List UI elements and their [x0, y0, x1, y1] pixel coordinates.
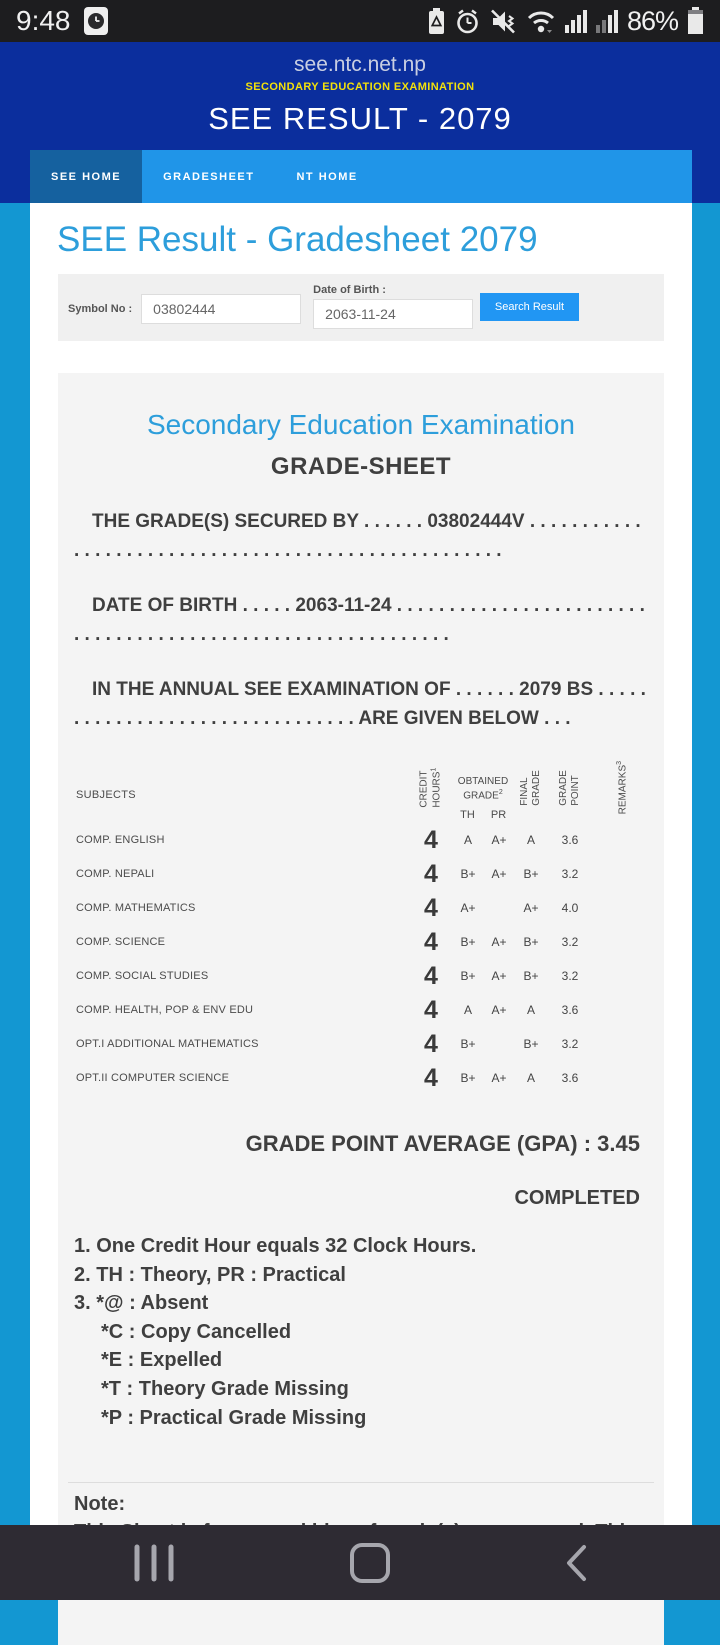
- tab-nt-home[interactable]: NT HOME: [296, 170, 358, 183]
- header-credit-hours: CREDIT HOURS$^1$: [418, 767, 443, 809]
- header-obtained-grade: OBTAINED GRADE$^2$ TH PR: [452, 753, 514, 823]
- footnote: 2. TH : Theory, PR : Practical: [74, 1263, 346, 1286]
- header-subjects: SUBJECTS: [76, 789, 136, 801]
- back-button[interactable]: [562, 1541, 590, 1585]
- mute-vibrate-icon: [490, 8, 517, 35]
- table-row: OPT.I ADDITIONAL MATHEMATICS 4 B+ B+ 3.2: [76, 1029, 579, 1058]
- tab-row: [0, 150, 720, 203]
- footnote: *T : Theory Grade Missing: [101, 1377, 349, 1400]
- header-remarks: REMARKS$^3$: [616, 761, 629, 815]
- home-button[interactable]: [348, 1541, 392, 1585]
- footnote: *P : Practical Grade Missing: [101, 1406, 367, 1429]
- footnote: *C : Copy Cancelled: [101, 1320, 292, 1343]
- divider: [68, 1482, 654, 1483]
- exam-year-line: IN THE ANNUAL SEE EXAMINATION OF . . . . . . 2079 BS . . . . . . . . . . . . . . . . . . . . . . . . . . . . . . . . ARE GIVEN BELOW . . .: [74, 679, 646, 729]
- footnote: 3. *@ : Absent: [74, 1292, 209, 1315]
- clock-time: 9:48: [16, 5, 71, 36]
- table-row: COMP. SOCIAL STUDIES 4 B+ A+ B+ 3.2: [76, 961, 579, 990]
- app-header: [0, 42, 720, 150]
- gradesheet-card: [58, 373, 664, 1645]
- status-bar: [0, 0, 720, 42]
- date-of-birth-line: DATE OF BIRTH . . . . . 2063-11-24 . . . . . . . . . . . . . . . . . . . . . . . . . . . . . . . . . . . . . . . . . . . . . . . . . . . . . . . . . . . .: [74, 595, 645, 645]
- grades-table: [68, 753, 654, 1095]
- page-background: [0, 203, 720, 1533]
- android-nav-bar: [0, 1525, 720, 1600]
- table-header-row: [68, 753, 654, 823]
- tab-see-home[interactable]: SEE HOME: [30, 150, 142, 203]
- result-status: COMPLETED: [514, 1187, 640, 1209]
- symbol-no-input[interactable]: [141, 294, 301, 324]
- note-label: Note:: [74, 1493, 126, 1516]
- search-form: [58, 274, 664, 341]
- content-container: [30, 203, 692, 1533]
- table-row: OPT.II COMPUTER SCIENCE 4 B+ A+ A 3.6: [76, 1063, 579, 1092]
- dob-label: Date of Birth :: [313, 284, 386, 296]
- header-grade-point: GRADE POINT: [558, 770, 581, 806]
- header-th: TH: [460, 809, 475, 821]
- dob-input[interactable]: [313, 299, 473, 329]
- header-final-grade: FINAL GRADE: [519, 770, 542, 806]
- symbol-no-label: Symbol No :: [68, 303, 133, 315]
- signal-icon: [565, 8, 587, 34]
- recents-button[interactable]: [130, 1542, 178, 1584]
- battery-saver-icon: [428, 8, 445, 35]
- gpa-line: GRADE POINT AVERAGE (GPA) : 3.45: [245, 1131, 640, 1156]
- table-row: COMP. SCIENCE 4 B+ A+ B+ 3.2: [76, 927, 579, 956]
- page-title: SEE Result - Gradesheet 2079: [57, 220, 538, 259]
- site-title: SEE RESULT - 2079: [208, 101, 512, 136]
- wifi-icon: [526, 8, 556, 34]
- secured-by-line: THE GRADE(S) SECURED BY . . . . . . 03802444V . . . . . . . . . . . . . . . . . . . . . . . . . . . . . . . . . . . . . . . . . . . . . . . . . . . .: [74, 511, 641, 561]
- screenshot-icon: [83, 6, 109, 36]
- footnote: 1. One Credit Hour equals 32 Clock Hours.: [74, 1235, 477, 1257]
- exam-label: SECONDARY EDUCATION EXAMINATION: [245, 81, 475, 93]
- site-domain: see.ntc.net.np: [294, 53, 426, 76]
- tab-gradesheet[interactable]: GRADESHEET: [163, 170, 255, 183]
- table-row: COMP. MATHEMATICS 4 A+ A+ 4.0: [76, 893, 579, 922]
- header-pr: PR: [490, 809, 507, 821]
- exam-board-title: Secondary Education Examination: [146, 409, 576, 440]
- signal-icon: [596, 8, 618, 34]
- table-row: COMP. NEPALI 4 B+ A+ B+ 3.2: [76, 859, 579, 888]
- table-row: COMP. HEALTH, POP & ENV EDU 4 A A+ A 3.6: [76, 995, 579, 1024]
- footnote: *E : Expelled: [101, 1349, 223, 1372]
- battery-icon: [687, 7, 704, 35]
- table-row: COMP. ENGLISH 4 A A+ A 3.6: [76, 825, 579, 854]
- document-title: GRADE-SHEET: [270, 453, 452, 480]
- tab-bar: [30, 150, 692, 203]
- search-result-button[interactable]: Search Result: [480, 293, 579, 321]
- battery-percent: 86%: [626, 5, 678, 36]
- footnotes: [74, 1232, 654, 1432]
- alarm-icon: [454, 8, 481, 35]
